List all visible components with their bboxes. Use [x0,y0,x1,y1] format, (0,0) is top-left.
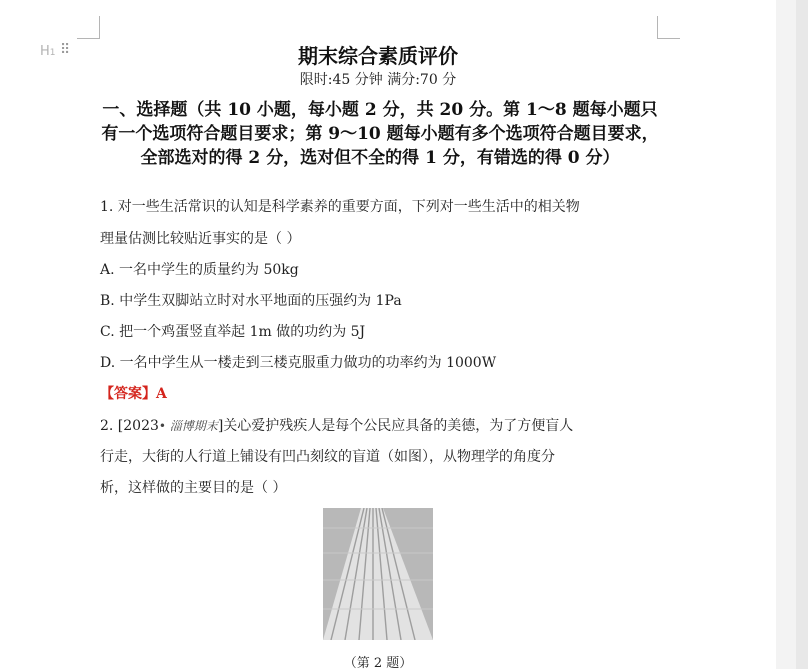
question-2-source-tag: • 淄博期末 [158,419,218,433]
question-2-prefix: 2. [2023 [100,418,159,434]
answer-label: 【答案】 [100,386,156,402]
section-heading: 一、选择题（共 10 小题，每小题 2 分，共 20 分。第 1～8 题每小题只有一个选项符合题目要求；第 9～10 题每小题有多个选项符合题目要求，全部选对的得 2 分，选对但不全的得 1 分，有错选的得 0 分） [101,100,659,168]
answer-line [100,383,660,403]
figure-caption: （第 2 题） [343,656,413,671]
option-a: A. 一名中学生的质量约为 50kg [100,262,299,278]
question-2-line-1 [100,415,660,435]
vertical-scrollbar[interactable] [796,0,808,669]
question-1-line-1: 1. 对一些生活常识的认知是科学素养的重要方面，下列对一些生活中的相关物 [100,199,580,215]
option-d: D. 一名中学生从一楼走到三楼克服重力做功的功率约为 1000W [100,355,497,371]
page-title: 期末综合素质评价 [298,44,458,68]
page-gutter [776,0,796,669]
question-2-line-2: 行走，大街的人行道上铺设有凹凸刻纹的盲道（如图），从物理学的角度分 [100,449,555,465]
question-2-line-3: 析，这样做的主要目的是（ ） [100,480,287,496]
crop-mark-top-right [657,16,680,39]
option-c: C. 把一个鸡蛋竖直举起 1m 做的功约为 5J [100,324,366,340]
drag-handle-icon[interactable]: ⠿ [60,42,69,58]
question-1-line-2: 理量估测比较贴近事实的是（ ） [100,231,301,247]
answer-value: A [156,386,167,402]
tactile-paving-image [323,508,433,640]
crop-mark-top-left [77,16,100,39]
heading-handle-icon[interactable]: H1 [40,44,56,59]
question-2-line-1-rest: ]关心爱护残疾人是每个公民应具备的美德，为了方便盲人 [217,418,574,434]
page-subtitle: 限时:45 分钟 满分:70 分 [299,72,457,88]
option-b: B. 中学生双脚站立时对水平地面的压强约为 1Pa [100,293,402,309]
